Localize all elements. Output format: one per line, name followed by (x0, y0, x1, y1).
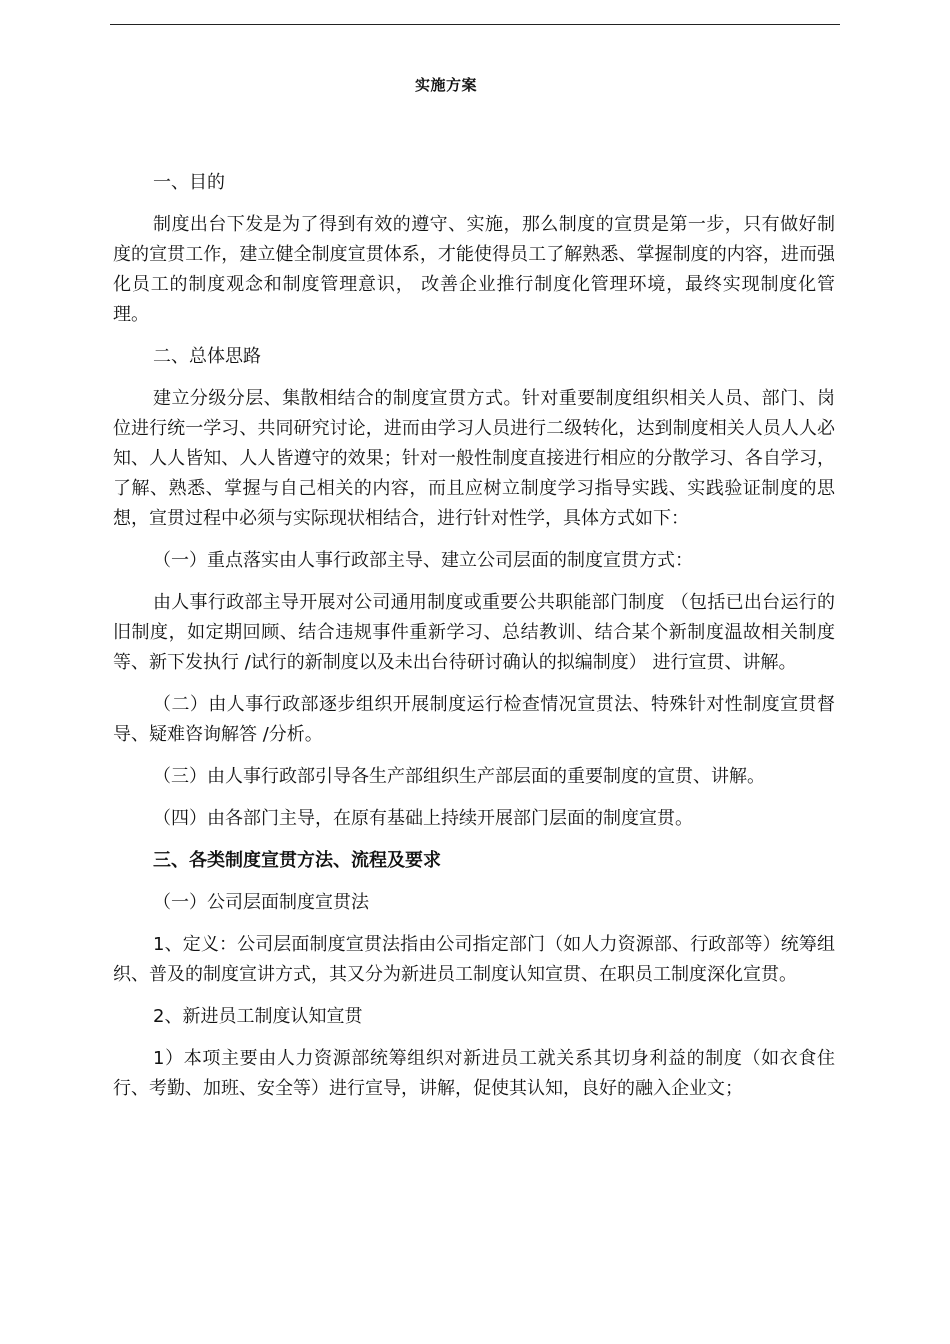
body-paragraph: 建立分级分层、集散相结合的制度宣贯方式。针对重要制度组织相关人员、部门、岗位进行统一学习、共同研究讨论，进而由学习人员进行二级转化，达到制度相关人员人人必知、人人皆知、人人皆遵守的效果；针对一般性制度直接进行相应的分散学习、各自学习，了解、熟悉、掌握与自己相关的内容，而且应树立制度学习指导实践、实践验证制度的思想，宣贯过程中必须与实际现状相结合，进行针对性学，具体方式如下： (113, 388, 835, 529)
body-paragraph: （四）由各部门主导，在原有基础上持续开展部门层面的制度宣贯。 (153, 808, 693, 829)
body-paragraph: 由人事行政部主导开展对公司通用制度或重要公共职能部门制度 （包括已出台运行的旧制度，如定期回顾、结合违规事件重新学习、总结教训、结合某个新制度温故相关制度等、新下发执行 /试行的新制度以及未出台待研讨确认的拟编制度） 进行宣贯、讲解。 (113, 592, 835, 673)
document-title: 实施方案 (414, 76, 477, 94)
body-paragraph: 制度出台下发是为了得到有效的遵守、实施，那么制度的宣贯是第一步，只有做好制度的宣贯工作，建立健全制度宣贯体系，才能使得员工了解熟悉、掌握制度的内容，进而强化员工的制度观念和制度管理意识， 改善企业推行制度化管理环境，最终实现制度化管理。 (113, 214, 835, 325)
body-paragraph: （二）由人事行政部逐步组织开展制度运行检查情况宣贯法、特殊针对性制度宣贯督导、疑难咨询解答 /分析。 (113, 694, 835, 745)
subsection-heading: （一）重点落实由人事行政部主导、建立公司层面的制度宣贯方式： (153, 550, 693, 571)
body-paragraph: 1）本项主要由人力资源部统筹组织对新进员工就关系其切身利益的制度（如衣食住行、考勤、加班、安全等）进行宣导，讲解，促使其认知，良好的融入企业文； (113, 1048, 835, 1099)
document-body (113, 168, 835, 1116)
subsection-heading: 2、新进员工制度认知宣贯 (153, 1006, 363, 1027)
section-heading: 二、总体思路 (153, 346, 261, 367)
body-paragraph: 1、定义：公司层面制度宣贯法指由公司指定部门（如人力资源部、行政部等）统筹组织、普及的制度宣讲方式，其又分为新进员工制度认知宣贯、在职员工制度深化宣贯。 (113, 934, 835, 985)
section-heading-bold: 三、各类制度宣贯方法、流程及要求 (153, 850, 441, 871)
header-rule (110, 24, 840, 25)
subsection-heading: （一）公司层面制度宣贯法 (153, 892, 369, 913)
section-heading: 一、目的 (153, 172, 225, 193)
body-paragraph: （三）由人事行政部引导各生产部组织生产部层面的重要制度的宣贯、讲解。 (153, 766, 765, 787)
